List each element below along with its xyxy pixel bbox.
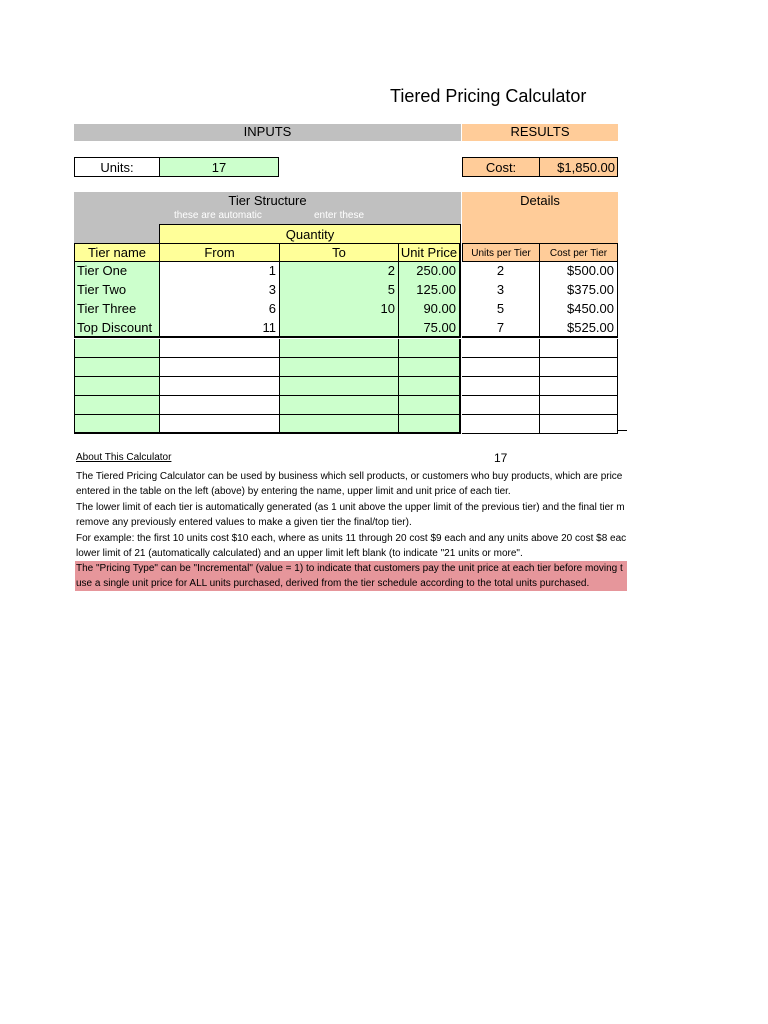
cost-value: $1,850.00: [539, 157, 618, 177]
tier-units-cell: 7: [462, 319, 540, 338]
tier-to-cell[interactable]: [279, 319, 399, 338]
tier-cost-cell: [539, 377, 618, 396]
about-paragraph-2: [76, 500, 627, 530]
details-header: Details: [462, 192, 618, 243]
tier-from-cell: [159, 358, 280, 377]
tier-price-cell[interactable]: 90.00: [398, 300, 461, 319]
about-para1-line2: entered in the table on the left (above) by entering the name, upper limit and unit price of each tier.: [76, 486, 511, 497]
tier-to-cell[interactable]: [279, 358, 399, 377]
tier-to-cell[interactable]: [279, 415, 399, 434]
tier-units-cell: 5: [462, 300, 540, 319]
about-para3-line1: For example: the first 10 units cost $10 each, where as units 11 through 20 cost $9 each and any units above 20 cost $8 eac: [76, 533, 627, 544]
tier-price-cell[interactable]: [398, 339, 461, 358]
hint-automatic: these are automatic: [174, 210, 262, 221]
tier-name-cell[interactable]: Tier Three: [74, 300, 160, 319]
tier-to-cell[interactable]: [279, 396, 399, 415]
col-to: To: [279, 243, 399, 262]
tier-price-cell[interactable]: 250.00: [398, 262, 461, 281]
inputs-header: INPUTS: [74, 124, 461, 141]
tier-name-cell[interactable]: Top Discount: [74, 319, 160, 338]
tier-cost-cell: $500.00: [539, 262, 618, 281]
tier-from-cell: 1: [159, 262, 280, 281]
results-header: RESULTS: [462, 124, 618, 141]
tier-units-cell: [462, 358, 540, 377]
cost-label: Cost:: [462, 157, 540, 177]
tier-name-cell[interactable]: [74, 377, 160, 396]
tier-name-cell[interactable]: [74, 396, 160, 415]
pricing-type-note: [75, 561, 627, 591]
tier-from-cell: [159, 396, 280, 415]
tier-units-cell: 3: [462, 281, 540, 300]
about-para2-line1: The lower limit of each tier is automatically generated (as 1 unit above the upper limit of the previous tier) and the final tier m: [76, 502, 625, 513]
tier-structure-header: Tier Structure: [228, 193, 307, 208]
tier-units-cell: [462, 339, 540, 358]
col-units-per-tier: Units per Tier: [462, 243, 540, 262]
tier-cost-cell: $375.00: [539, 281, 618, 300]
tier-name-cell[interactable]: [74, 415, 160, 434]
tier-from-cell: [159, 415, 280, 434]
tier-name-cell[interactable]: Tier Two: [74, 281, 160, 300]
tier-to-cell[interactable]: 5: [279, 281, 399, 300]
tier-to-cell[interactable]: 2: [279, 262, 399, 281]
tier-cost-cell: $450.00: [539, 300, 618, 319]
about-heading: About This Calculator: [76, 452, 172, 463]
quantity-header: Quantity: [159, 224, 461, 243]
about-total-units: 17: [494, 451, 508, 465]
tier-cost-cell: [539, 396, 618, 415]
tier-from-cell: 11: [159, 319, 280, 338]
tier-to-cell[interactable]: [279, 377, 399, 396]
hint-enter: enter these: [314, 210, 365, 221]
tier-from-cell: 6: [159, 300, 280, 319]
tier-name-cell[interactable]: [74, 358, 160, 377]
note-line1: The "Pricing Type" can be "Incremental" (value = 1) to indicate that customers pay the unit price at each tier before moving t: [76, 563, 623, 574]
tier-units-cell: [462, 377, 540, 396]
tier-price-cell[interactable]: [398, 358, 461, 377]
page-title: Tiered Pricing Calculator: [390, 86, 587, 106]
tier-cost-cell: [539, 415, 618, 434]
col-unit-price: Unit Price: [398, 243, 461, 262]
tier-units-cell: [462, 396, 540, 415]
tier-price-cell[interactable]: 75.00: [398, 319, 461, 338]
tier-name-cell[interactable]: [74, 339, 160, 358]
tier-to-cell[interactable]: [279, 339, 399, 358]
tier-cost-cell: $525.00: [539, 319, 618, 338]
about-para2-line2: remove any previously entered values to make a given tier the final/top tier).: [76, 517, 412, 528]
tier-price-cell[interactable]: [398, 396, 461, 415]
about-paragraph-3: [76, 531, 627, 561]
about-paragraph-1: [76, 469, 627, 499]
about-para1-line1: The Tiered Pricing Calculator can be used by business which sell products, or customers who buy products, which are price: [76, 471, 623, 482]
col-from: From: [159, 243, 280, 262]
tier-price-cell[interactable]: [398, 415, 461, 434]
col-cost-per-tier: Cost per Tier: [539, 243, 618, 262]
tier-units-cell: 2: [462, 262, 540, 281]
tier-from-cell: [159, 377, 280, 396]
tier-to-cell[interactable]: 10: [279, 300, 399, 319]
tier-units-cell: [462, 415, 540, 434]
tier-from-cell: [159, 339, 280, 358]
table-edge-line: [617, 430, 627, 431]
tier-name-cell[interactable]: Tier One: [74, 262, 160, 281]
col-tier-name: Tier name: [74, 243, 160, 262]
tier-cost-cell: [539, 339, 618, 358]
tier-price-cell[interactable]: [398, 377, 461, 396]
about-para3-line2: lower limit of 21 (automatically calculated) and an upper limit left blank (to indicate "21 units or more".: [76, 548, 523, 559]
tier-from-cell: 3: [159, 281, 280, 300]
units-input[interactable]: 17: [159, 157, 279, 177]
units-label: Units:: [74, 157, 160, 177]
tier-cost-cell: [539, 358, 618, 377]
note-line2: use a single unit price for ALL units purchased, derived from the tier schedule according to the total units purchased.: [76, 578, 590, 589]
tier-price-cell[interactable]: 125.00: [398, 281, 461, 300]
